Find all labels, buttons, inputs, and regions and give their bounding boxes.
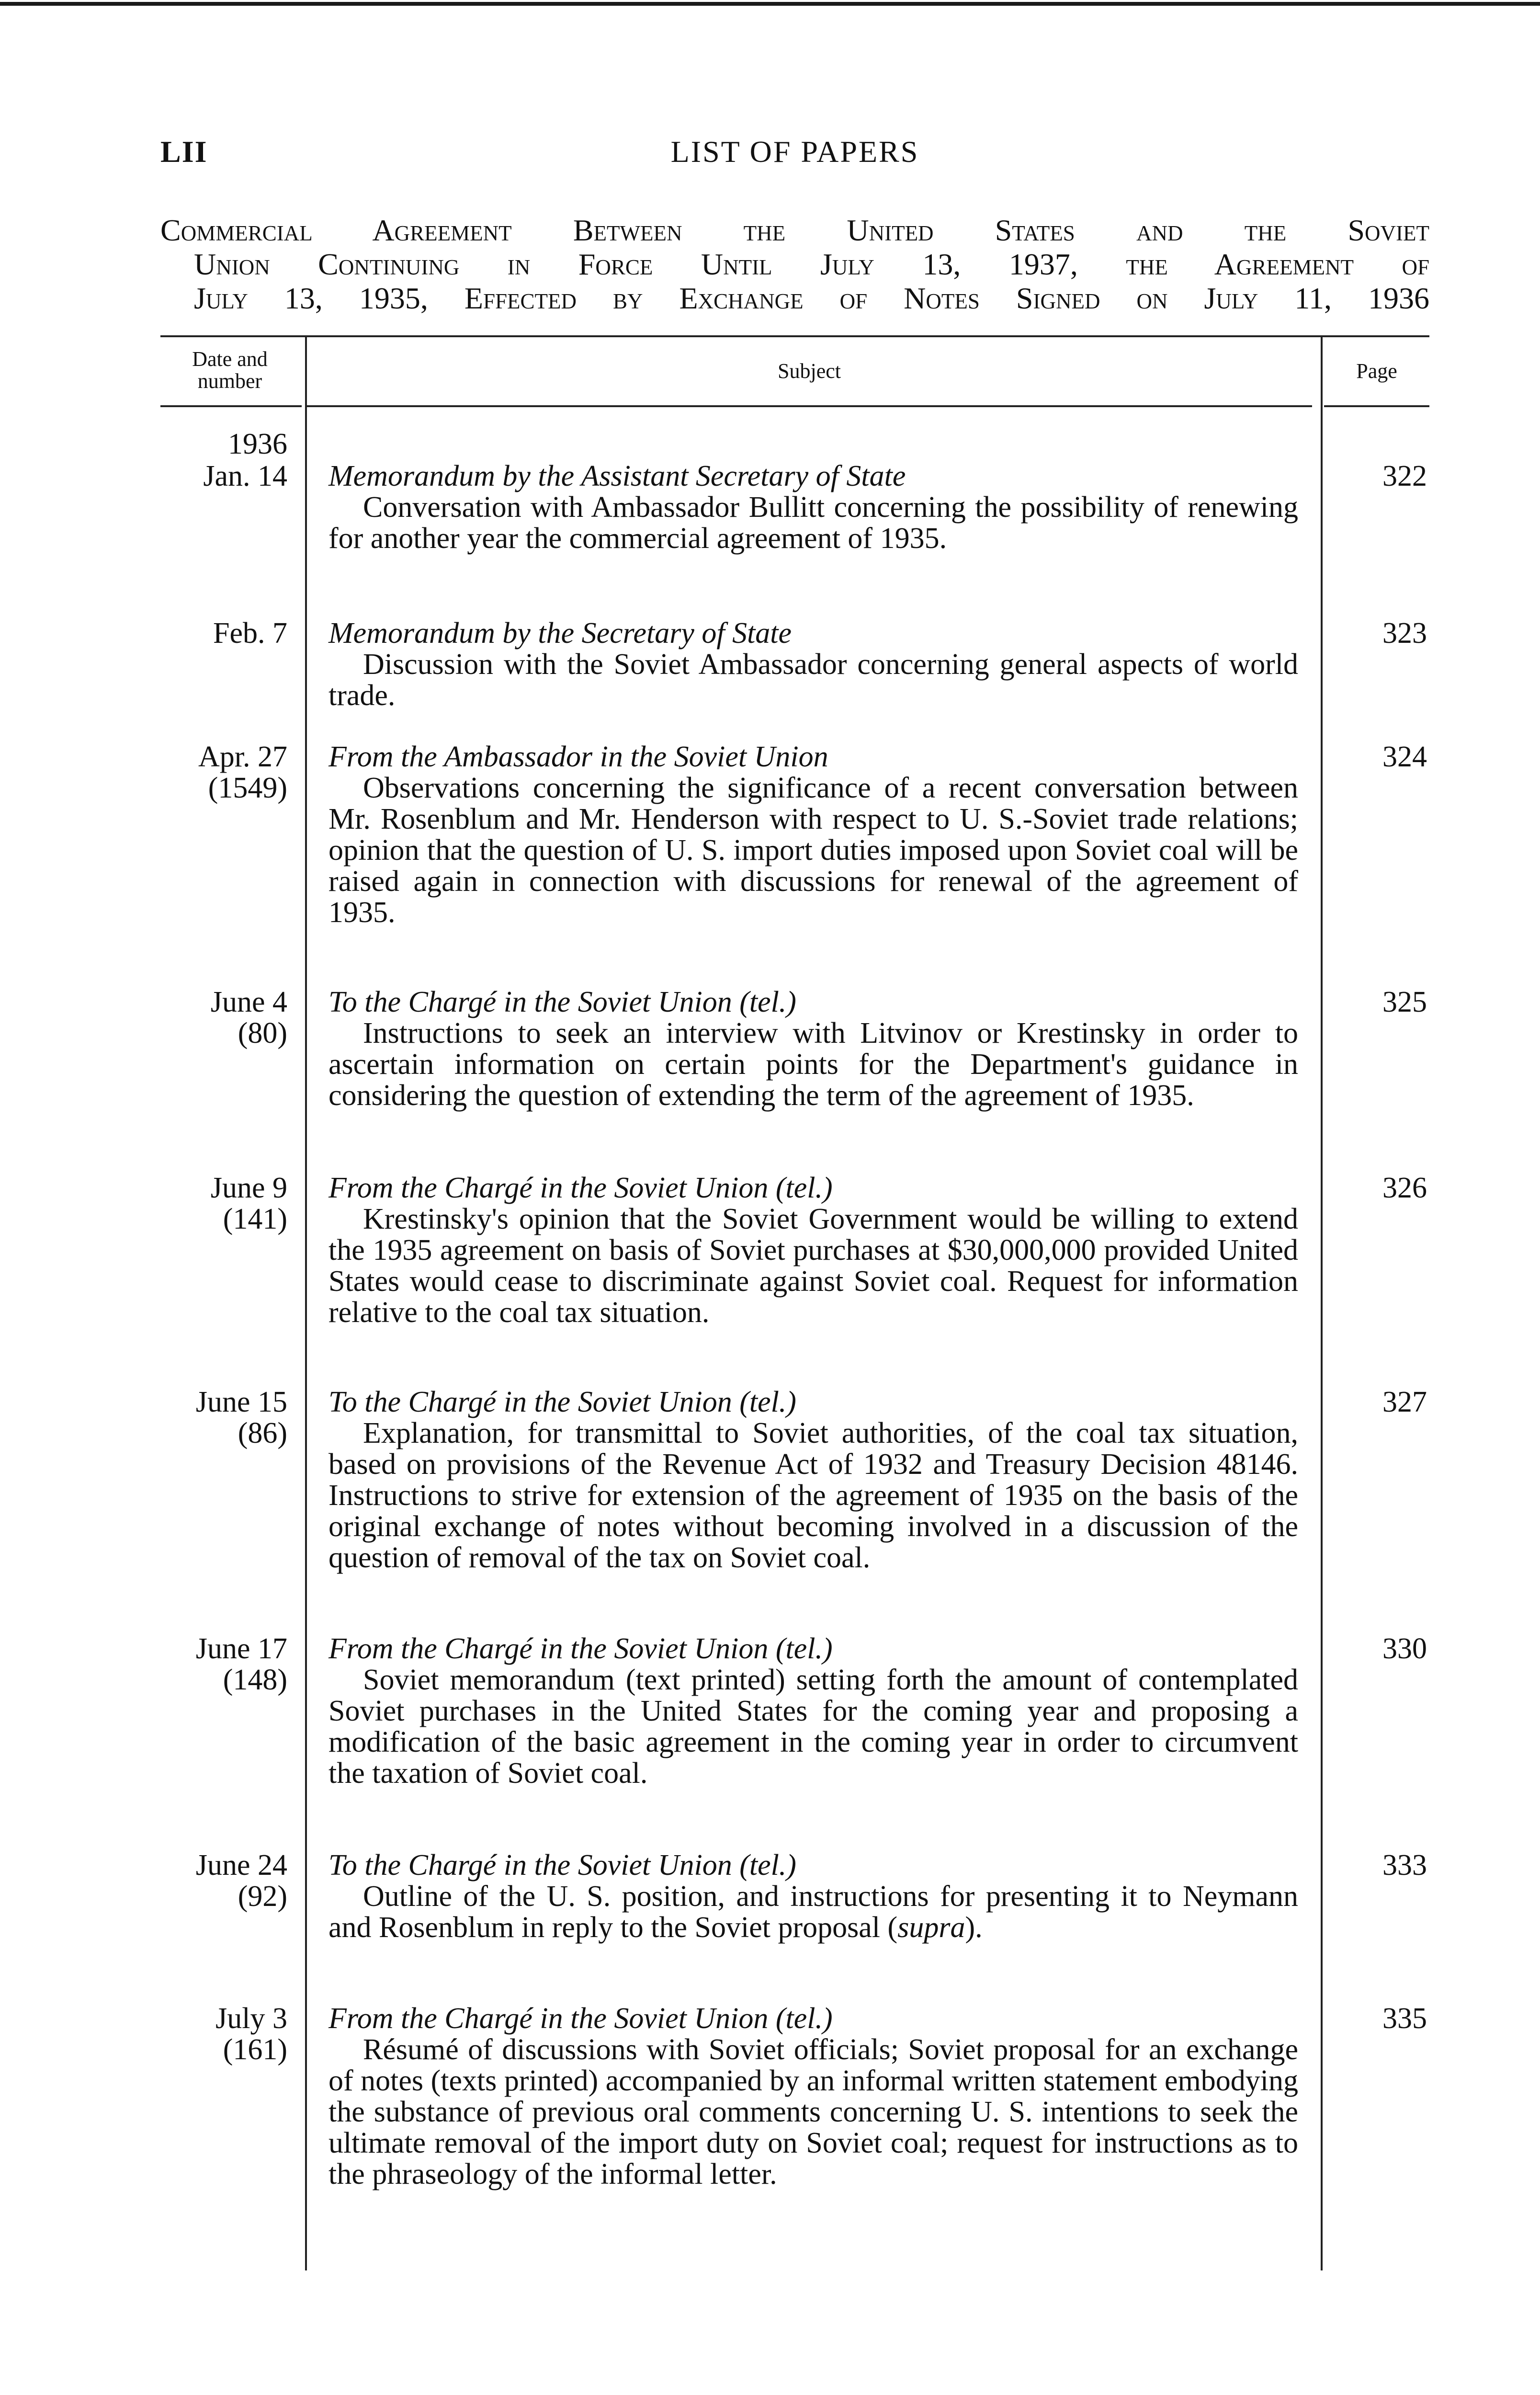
entry-heading: From the Chargé in the Soviet Union (tel.): [328, 2002, 833, 2035]
entry-subject: [328, 987, 1298, 1111]
entry-heading: To the Chargé in the Soviet Union (tel.): [328, 1849, 796, 1882]
entry-description: Outline of the U. S. position, and instructions for presenting it to Neymann and Rosenblum in reply to the Soviet proposal (supra).: [328, 1880, 1298, 1944]
entry-heading: From the Ambassador in the Soviet Union: [328, 741, 828, 773]
entry-description: Explanation, for transmittal to Soviet authorities, of the coal tax situation, based on provisions of the Revenue Act of 1932 and Treasury Decision 48146. Instructions to strive for extension of the agreement of 1935 on the basis of the original exchange of notes without becoming involved in a discussion of the question of removal of the tax on Soviet coal.: [328, 1417, 1298, 1574]
section-title-line-2: Union Continuing in Force Until July 13, 1937, the Agreement of: [194, 247, 1429, 281]
date-column-head-rule: [160, 405, 302, 407]
entry-description: Krestinsky's opinion that the Soviet Government would be willing to extend the 1935 agreement on basis of Soviet purchases at $30,000,000 provided United States would cease to discriminate against Soviet coal. Request for information relative to the coal tax situation.: [328, 1203, 1298, 1329]
page-header: [160, 134, 1429, 172]
entry-subject: [328, 461, 1298, 554]
section-title: [160, 213, 1429, 315]
entry-subject: [328, 2003, 1298, 2190]
year-label: 1936: [228, 428, 287, 460]
entry-page: 322: [1382, 460, 1427, 492]
page-column-head-rule: [1324, 405, 1429, 407]
entry-description: Observations concerning the significance of a recent conversation between Mr. Rosenblum and Mr. Henderson with respect to U. S.-Soviet trade relations; opinion that the question of U. S. import duties imposed upon Soviet coal will be raised again in connection with discussions for renewal of the agreement of 1935.: [328, 772, 1298, 929]
entry-page: 324: [1382, 741, 1427, 773]
entry-date: July 3 (161): [215, 2002, 287, 2066]
date-number-column-header: [160, 348, 299, 392]
entry-page: 325: [1382, 986, 1427, 1018]
entry-page: 335: [1382, 2002, 1427, 2035]
entry-page: 330: [1382, 1632, 1427, 1665]
page-number: LII: [160, 135, 208, 169]
entry-page: 323: [1382, 617, 1427, 650]
subject-column-header: Subject: [778, 359, 841, 383]
subject-page-divider: [1321, 335, 1323, 2270]
entry-subject: [328, 618, 1298, 711]
subject-column-head-rule: [306, 405, 1312, 407]
date-subject-divider: [305, 335, 307, 2270]
entry-subject: [328, 1633, 1298, 1789]
entry-heading: From the Chargé in the Soviet Union (tel.): [328, 1172, 833, 1204]
entry-description: Conversation with Ambassador Bullitt concerning the possibility of renewing for another year the commercial agreement of 1935.: [328, 491, 1298, 555]
entry-heading: Memorandum by the Assistant Secretary of State: [328, 460, 906, 492]
page-column-header: Page: [1356, 359, 1397, 383]
entry-heading: From the Chargé in the Soviet Union (tel.): [328, 1632, 833, 1665]
date-column-header-line-1: Date and: [192, 347, 268, 371]
top-border-rule: [0, 2, 1540, 6]
entry-date: June 4 (80): [210, 986, 287, 1049]
entry-page: 326: [1382, 1172, 1427, 1204]
entry-heading: To the Chargé in the Soviet Union (tel.): [328, 986, 796, 1018]
section-title-line-3: July 13, 1935, Effected by Exchange of Notes Signed on July 11, 1936: [194, 281, 1429, 315]
entry-subject: [328, 741, 1298, 928]
date-column-header-line-2: number: [197, 369, 262, 393]
section-title-line-1: Commercial Agreement Between the United States and the Soviet: [160, 213, 1429, 247]
entry-heading: Memorandum by the Secretary of State: [328, 617, 792, 650]
entry-heading: To the Chargé in the Soviet Union (tel.): [328, 1386, 796, 1418]
entry-subject: [328, 1173, 1298, 1328]
entry-date: June 15 (86): [195, 1386, 287, 1449]
entry-description: Discussion with the Soviet Ambassador concerning general aspects of world trade.: [328, 648, 1298, 712]
entry-subject: [328, 1850, 1298, 1943]
table-top-rule: [160, 335, 1429, 337]
entry-date: June 9 (141): [210, 1172, 287, 1235]
entry-subject: [328, 1387, 1298, 1574]
supra-reference: supra: [897, 1911, 965, 1944]
entry-date: Apr. 27 (1549): [198, 741, 287, 804]
entry-description: Instructions to seek an interview with Litvinov or Krestinsky in order to ascertain information on certain points for the Department's guidance in considering the question of extending the term of the agreement of 1935.: [328, 1017, 1298, 1112]
entry-date: June 17 (148): [195, 1632, 287, 1696]
entry-page: 327: [1382, 1386, 1427, 1418]
entry-date: Feb. 7: [213, 617, 287, 650]
running-head: LIST OF PAPERS: [670, 135, 919, 169]
entry-page: 333: [1382, 1849, 1427, 1882]
entry-date: Jan. 14: [203, 460, 287, 492]
entry-date: June 24 (92): [195, 1849, 287, 1913]
entry-description: Soviet memorandum (text printed) setting forth the amount of contemplated Soviet purchases in the United States for the coming year and proposing a modification of the basic agreement in the coming year in order to circumvent the taxation of Soviet coal.: [328, 1664, 1298, 1790]
entry-description: Résumé of discussions with Soviet officials; Soviet proposal for an exchange of notes (texts printed) accompanied by an informal written statement embodying the substance of previous oral comments concerning U. S. intentions to seek the ultimate removal of the import duty on Soviet coal; request for instructions as to the phraseology of the informal letter.: [328, 2033, 1298, 2190]
